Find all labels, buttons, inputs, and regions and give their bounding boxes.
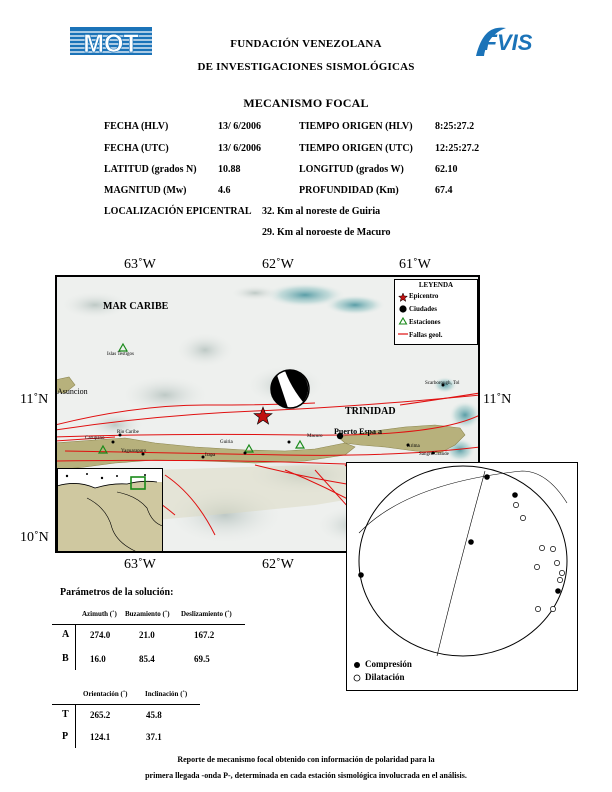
magnitud-value: 4.6 [218, 185, 231, 196]
lon-label-bottom-62: 62˚W [262, 557, 294, 572]
params-row-a-buzamiento: 21.0 [139, 630, 155, 640]
tiempo-hlv-label: TIEMPO ORIGEN (HLV) [299, 121, 413, 132]
lat-label-right-11: 11˚N [483, 392, 512, 407]
legend-title: LEYENDA [418, 281, 454, 289]
latitud-label: LATITUD (grados N) [104, 164, 197, 175]
axes-row-t-orientacion: 265.2 [90, 710, 111, 720]
label-puerto-espana: Puerto Espa a [334, 427, 382, 436]
legend-estaciones: Estaciones [409, 318, 441, 326]
params-row-a-azimuth: 274.0 [90, 630, 111, 640]
legend-symbols [398, 292, 408, 342]
params-header-buzamiento: Buzamiento (˚) [125, 610, 170, 618]
label-yaguaraparo: Yaguaraparo [121, 449, 147, 454]
profundidad-label: PROFUNDIDAD (Km) [299, 185, 399, 196]
axes-header-orientacion: Orientación (˚) [83, 690, 128, 698]
legend-dilatacion: Dilatación [365, 672, 405, 682]
longitud-label: LONGITUD (grados W) [299, 164, 404, 175]
axes-row-p-orientacion: 124.1 [90, 732, 111, 742]
tiempo-hlv-value: 8:25:27.2 [435, 121, 475, 132]
label-asuncion: Asuncion [57, 387, 88, 396]
footer-line2: primera llegada -onda P-, determinada en cada estación sismológica involucrada en el análisis. [145, 771, 467, 780]
legend-station-icon [400, 318, 407, 324]
dilatacion-legend-icon [354, 675, 360, 681]
stereonet-panel [346, 462, 578, 691]
compresion-legend-icon [354, 662, 360, 668]
fecha-utc-value: 13/ 6/2006 [218, 143, 262, 154]
svg-text:MOT: MOT [83, 30, 139, 58]
axes-col-rule [75, 704, 76, 748]
section-title: MECANISMO FOCAL [243, 96, 369, 110]
legend-city-icon [399, 305, 406, 312]
label-trinidad: TRINIDAD [345, 406, 396, 417]
map-legend [394, 279, 478, 345]
profundidad-value: 67.4 [435, 185, 453, 196]
params-header-rule [52, 624, 245, 625]
foundation-name-line1: FUNDACIÓN VENEZOLANA [230, 38, 382, 50]
localizacion-line1: 32. Km al noreste de Guiria [262, 206, 381, 217]
footer-line1: Reporte de mecanismo focal obtenido con información de polaridad para la [177, 755, 435, 764]
lon-label-bottom-63: 63˚W [124, 557, 156, 572]
fecha-utc-label: FECHA (UTC) [104, 143, 169, 154]
svg-text:FVIS: FVIS [483, 30, 533, 55]
inset-map [57, 468, 163, 552]
lat-label-left-10: 10˚N [20, 530, 49, 545]
label-islas-testigos: Islas Testigos [107, 352, 134, 357]
longitud-value: 62.10 [435, 164, 458, 175]
legend-fallas: Fallas geol. [409, 331, 443, 339]
legend-epicentro: Epicentro [409, 292, 439, 300]
localizacion-label: LOCALIZACIÓN EPICENTRAL [104, 206, 252, 217]
label-scarborough: Scarborough, Tol [425, 381, 460, 386]
label-sangre-grande: Sangre Grande [419, 452, 449, 457]
lon-label-top-61: 61˚W [399, 257, 431, 272]
localizacion-line2: 29. Km al noroeste de Macuro [262, 227, 391, 238]
axes-row-p-label: P [62, 731, 69, 742]
fecha-hlv-label: FECHA (HLV) [104, 121, 169, 132]
axes-row-t-inclinacion: 45.8 [146, 710, 162, 720]
legend-ciudades: Ciudades [409, 305, 438, 313]
lon-label-top-62: 62˚W [262, 257, 294, 272]
foundation-name-line2: DE INVESTIGACIONES SISMOLÓGICAS [197, 61, 415, 73]
label-macuro: Macuro [307, 434, 323, 439]
axes-row-p-inclinacion: 37.1 [146, 732, 162, 742]
params-row-b-deslizamiento: 69.5 [194, 654, 210, 664]
tiempo-utc-label: TIEMPO ORIGEN (UTC) [299, 143, 413, 154]
params-row-a-deslizamiento: 167.2 [194, 630, 215, 640]
params-row-b-buzamiento: 85.4 [139, 654, 155, 664]
params-row-b-azimuth: 16.0 [90, 654, 106, 664]
stereonet-graphic [347, 463, 577, 690]
params-col-rule [75, 624, 76, 670]
legend-star-icon [399, 293, 408, 301]
fecha-hlv-value: 13/ 6/2006 [218, 121, 262, 132]
label-arima: Arima [407, 444, 420, 449]
params-title: Parámetros de la solución: [60, 587, 174, 598]
axes-header-inclinacion: Inclinación (˚) [145, 690, 188, 698]
legend-compresion: Compresión [365, 659, 412, 669]
label-carupano: Carupano [85, 436, 105, 441]
tiempo-utc-value: 12:25:27.2 [435, 143, 480, 154]
params-row-b-label: B [62, 653, 69, 664]
lon-label-top-63: 63˚W [124, 257, 156, 272]
label-guiria: Guiria [220, 440, 233, 445]
label-mar-caribe: MAR CARIBE [103, 301, 169, 312]
lat-label-left-11: 11˚N [20, 392, 49, 407]
beach-ball [271, 370, 309, 408]
axes-row-t-label: T [62, 709, 69, 720]
params-header-azimuth: Azimuth (˚) [82, 610, 117, 618]
label-rio-caribe: Rio Caribe [117, 430, 139, 435]
params-header-deslizamiento: Deslizamiento (˚) [181, 610, 232, 618]
params-row-a-label: A [62, 629, 70, 640]
label-irapa: Irapa [205, 453, 216, 458]
latitud-value: 10.88 [218, 164, 241, 175]
magnitud-label: MAGNITUD (Mw) [104, 185, 187, 196]
